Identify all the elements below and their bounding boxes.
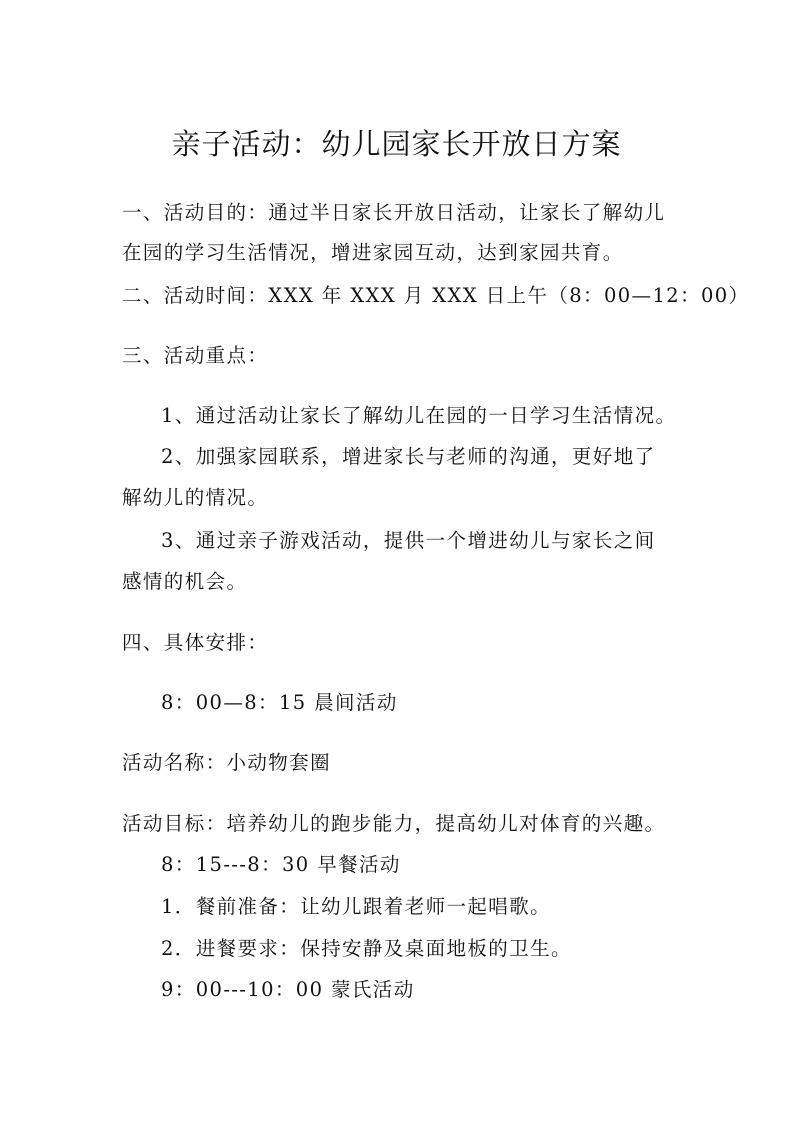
schedule-morning-activity: 8：00—8：15 晨间活动 (161, 691, 398, 714)
activity-goal: 活动目标：培养幼儿的跑步能力，提高幼儿对体育的兴趣。 (122, 812, 666, 835)
section1-purpose-line1: 一、活动目的：通过半日家长开放日活动，让家长了解幼儿 (122, 201, 666, 224)
section3-heading: 三、活动重点： (122, 344, 269, 367)
section2-time: 二、活动时间：XXX 年 XXX 月 XXX 日上午（8：00—12：00） (122, 284, 750, 307)
section3-item3-line2: 感情的机会。 (122, 570, 248, 593)
breakfast-item1: 1．餐前准备：让幼儿跟着老师一起唱歌。 (161, 895, 552, 918)
section3-item1: 1、通过活动让家长了解幼儿在园的一日学习生活情况。 (161, 404, 677, 427)
section4-heading: 四、具体安排： (122, 631, 269, 654)
schedule-montessori: 9：00---10：00 蒙氏活动 (161, 978, 415, 1001)
schedule-breakfast: 8：15---8：30 早餐活动 (161, 853, 401, 876)
breakfast-item2: 2．进餐要求：保持安静及桌面地板的卫生。 (161, 937, 572, 960)
section1-purpose-line2: 在园的学习生活情况，增进家园互动，达到家园共育。 (122, 241, 624, 264)
activity-name: 活动名称：小动物套圈 (122, 751, 332, 774)
section3-item3-line1: 3、通过亲子游戏活动，提供一个增进幼儿与家长之间 (161, 529, 656, 552)
page-title: 亲子活动：幼儿园家长开放日方案 (171, 127, 622, 161)
section3-item2-line2: 解幼儿的情况。 (122, 486, 269, 509)
section3-item2-line1: 2、加强家园联系，增进家长与老师的沟通，更好地了 (161, 445, 656, 468)
